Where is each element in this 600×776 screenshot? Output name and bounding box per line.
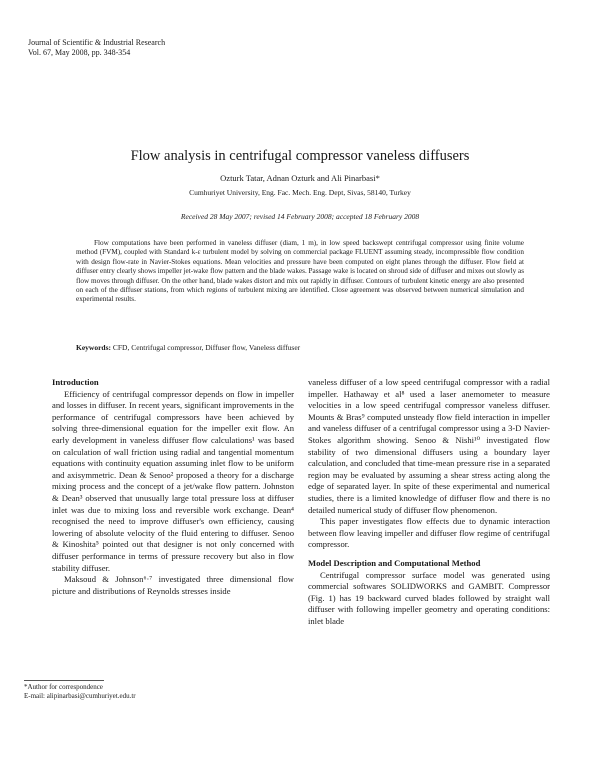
- footnote-correspondence: *Author for correspondence: [24, 683, 103, 691]
- footnote: [24, 683, 136, 701]
- received-dates: Received 28 May 2007; revised 14 February 2008; accepted 18 February 2008: [180, 212, 420, 221]
- spacer: [308, 551, 550, 558]
- keywords-label: Keywords:: [76, 343, 111, 352]
- journal-name: Journal of Scientific & Industrial Research: [28, 38, 166, 47]
- left-column: [52, 377, 294, 597]
- section-heading-introduction: Introduction: [52, 377, 99, 387]
- paper-affiliation: Cumhuriyet University, Eng. Fac. Mech. Eng. Dept, Sivas, 58140, Turkey: [189, 188, 411, 197]
- section-heading-model: Model Description and Computational Method: [308, 557, 481, 568]
- paragraph: vaneless diffuser of a low speed centrifugal compressor with a radial impeller. Hathaway et al⁸ used a laser anemometer to measure velocities in a low speed centrifugal compressor vaneless diffuser. Mounts & Bras⁹ computed unsteady flow field interaction in impeller and vaneless diffuser of a centrifugal compressor using a 3-D Navier-Stokes algorithm showing. Senoo & Nishi¹⁰ investigated flow stability of two dimensional diffusers using a boundary layer calculation, and concluded that time-mean pressure rise in a separated region may be evaluated by assuming a shear stress acting along the edge of separated layer. In spite of these experimental and numerical studies, there is a limited knowledge of diffuser flow and there is no detailed numerical study of diffuser flow phenomenon.: [308, 377, 550, 515]
- journal-volume: Vol. 67, May 2008, pp. 348-354: [28, 48, 131, 57]
- paper-authors: Ozturk Tatar, Adnan Ozturk and Ali Pinarbasi*: [220, 173, 380, 183]
- journal-header: [28, 38, 165, 58]
- footnote-email: E-mail: alipinarbasi@cumhuriyet.edu.tr: [24, 692, 136, 700]
- paragraph: This paper investigates flow effects due to dynamic interaction between flow leaving impeller and diffuser flow regime of centrifugal compressor.: [308, 516, 550, 550]
- paper-title: Flow analysis in centrifugal compressor vaneless diffusers: [130, 148, 470, 164]
- footnote-divider: [24, 680, 104, 681]
- paragraph: Centrifugal compressor surface model was generated using commercial softwares SOLIDWORKS and GAMBIT. Compressor (Fig. 1) has 19 backward curved blades followed by straight wall diffuser with following impeller geometry and operating conditions: inlet blade: [308, 569, 550, 626]
- paragraph: Maksoud & Johnson⁶·⁷ investigated three dimensional flow picture and distributions of Reynolds stresses inside: [52, 574, 294, 596]
- keywords: [76, 343, 524, 352]
- paragraph: Efficiency of centrifugal compressor depends on flow in impeller and losses in diffuser. In recent years, significant improvements in the performance of centrifugal compressors have been achieved by solving three-dimensional equation for the impeller exit flow. An early development in vaneless diffuser flow calculations¹ was based on calculation of wall friction using radial and tangential momentum equations with continuity equation assuming inlet flow to be uniform and axisymmetric. Dean & Senoo² proposed a theory for a discharge mixing process and the concept of a jet/wake flow pattern. Johnston & Dean³ observed that unusually large total pressure loss at diffuser inlet was due to mixing loss and reversible work exchange. Dean⁴ recognised the need to improve diffuser's own efficiency, causing lowering of absolute velocity of the fluid entering to diffuser. Senoo & Kinoshita⁵ pointed out that designer is not only concerned with diffuser performance in terms of pressure recovery but also in flow stability diffuser.: [52, 388, 294, 573]
- right-column: [308, 377, 550, 627]
- abstract: Flow computations have been performed in vaneless diffuser (diam, 1 m), in low speed backswept centrifugal compressor using finite volume method (FVM), coupled with Standard k-ε turbulent model by solving on commercial package FLUENT assuming steady, incompressible flow condition with design flow-rate in Navier-Stokes equations. Mean velocities and pressure have been computed on eight planes through the diffuser. Flow field at diffuser entry clearly shows impeller jet-wake flow pattern and the blade wakes. Passage wake is located on shroud side of diffuser and mixes out slowly as flow moves through diffuser. On the other hand, blade wakes distort and mix out rapidly in diffuser. Contours of turbulent kinetic energy are also presented on each of the diffuser stations, from which regions of turbulent mixing are identified. Close agreement was observed between numerical simulation and experimental results.: [76, 239, 524, 304]
- keywords-text: CFD, Centrifugal compressor, Diffuser flow, Vaneless diffuser: [111, 343, 301, 352]
